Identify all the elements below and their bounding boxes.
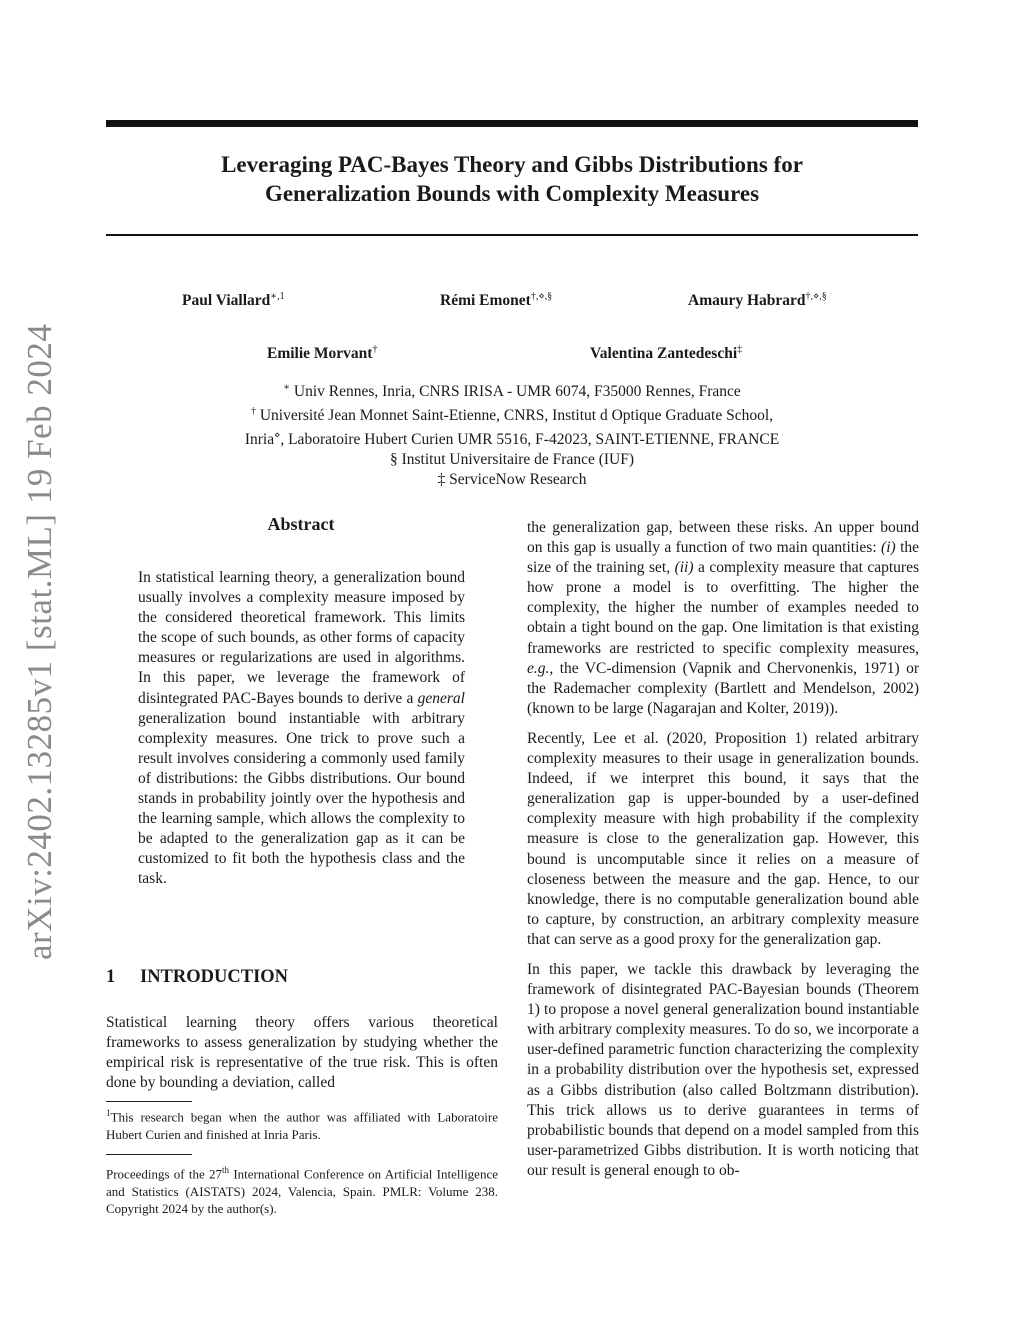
footnote-1: $^1$This research began when the author was affiliated with Laboratoire Hubert Curien and finished at Inria Paris. xyxy=(106,1108,498,1142)
paper-title xyxy=(106,150,918,208)
intro-right-paragraph-3: In this paper, we tackle this drawback by leveraging the framework of disintegrated PAC-Bayesian bounds (Theorem 1) to propose a novel general generalization bound instantiable with arbitrary complexity measures. To do so, we incorporate a user-defined parametric function characterizing the complexity in a probability distribution over the hypothesis set, expressed as a Gibbs distribution (also called Boltzmann distribution). This trick allows us to derive guarantees in terms of probabilistic bounds that depend on a model sampled from this user-parametrized Gibbs distribution. It is worth noticing that our result is general enough to ob- xyxy=(527,960,919,1179)
intro-right-paragraph-1: the generalization gap, between these risks. An upper bound on this gap is usually a function of two main quantities: (i) the size of the training set, (ii) a complexity measure that captures how prone a model is to overfitting. The higher the complexity, the higher the number of examples needed to obtain a tight bound on the gap. One limitation is that existing frameworks are restricted to specific complexity measures, e.g., the VC-dimension (Vapnik and Chervonenkis, 1971) or the Rademacher complexity (Bartlett and Mendelson, 2002) (known to be large (Nagarajan and Kolter, 2019)). xyxy=(527,519,920,717)
author-emilie-morvant: Emilie Morvant† xyxy=(267,344,378,363)
title-bottom-rule xyxy=(106,234,918,236)
title-line-2: Generalization Bounds with Complexity Measures xyxy=(264,181,760,206)
affiliation-2: † Université Jean Monnet Saint-Etienne, CNRS, Institut d Optique Graduate School, xyxy=(250,406,774,425)
affiliation-5: ‡ ServiceNow Research xyxy=(437,471,587,489)
affiliation-3: Inria⋄, Laboratoire Hubert Curien UMR 5516, F-42023, SAINT-ETIENNE, FRANCE xyxy=(244,430,780,449)
arxiv-side-label: arXiv:2402.13285v1 [stat.ML] 19 Feb 2024 xyxy=(20,323,59,960)
abstract-general-emphasis: general xyxy=(417,689,465,707)
affiliation-4: § Institut Universitaire de France (IUF) xyxy=(389,451,635,469)
intro-right-column xyxy=(527,518,919,1181)
affiliations xyxy=(106,378,918,490)
title-top-rule xyxy=(106,120,918,127)
author-amaury-habrard: Amaury Habrard†,⋄,§ xyxy=(688,291,827,310)
intro-left-paragraph: Statistical learning theory offers various theoretical frameworks to assess generalization by studying whether the empirical risk is representative of the true risk. This is often done by bounding a deviation, called xyxy=(106,1014,498,1092)
intro-right-paragraph-2: Recently, Lee et al. (2020, Proposition 1) related arbitrary complexity measures to their usage in generalization bounds. Indeed, if we interpret this bound, it says that the generalization gap is upper-bounded by a user-defined complexity measure with high probability if the complexity measure is close to the generalization gap. However, this bound is uncomputable since it relies on a measure of closeness between the measure and the gap. Hence, to our knowledge, there is no computable generalization bound able to capture, by construction, an arbitrary complexity measure that can serve as a good proxy for the generalization gap. xyxy=(527,729,919,948)
author-paul-viallard: Paul Viallard$^{∗,1}$ xyxy=(182,291,285,310)
abstract-heading: Abstract xyxy=(267,514,335,534)
author-valentina-zantedeschi: Valentina Zantedeschi‡ xyxy=(590,344,743,363)
footnote-rule xyxy=(106,1101,192,1102)
author-remi-emonet: Rémi Emonet†,⋄,§ xyxy=(440,291,553,310)
section-heading-introduction: 1 INTRODUCTION xyxy=(106,967,289,987)
abstract-body: In statistical learning theory, a generalization bound usually involves a complexity measure imposed by the considered theoretical framework. This limits the scope of such bounds, as other forms of capacity measures or regularizations are used in algorithms. In this paper, we leverage the framework of disintegrated PAC-Bayes bounds to derive a general generalization bound instantiable with arbitrary complexity measures. One trick to prove such a result involves considering a commonly used family of distributions: the Gibbs distributions. Our bound stands in probability jointly over the hypothesis and the learning sample, which allows the complexity to be adapted to the generalization gap as it can be customized to fit both the hypothesis class and the task. xyxy=(138,569,465,888)
title-line-1: Leveraging PAC-Bayes Theory and Gibbs Distributions for xyxy=(221,152,803,177)
proceedings-note: Proceedings of the 27th International Conference on Artificial Intelligence and Statistics (AISTATS) 2024, Valencia, Spain. PMLR: Volume 238. Copyright 2024 by the author(s). xyxy=(106,1165,498,1216)
proceedings-rule xyxy=(106,1154,192,1155)
affiliation-1: ∗ Univ Rennes, Inria, CNRS IRISA - UMR 6074, F35000 Rennes, France xyxy=(283,382,741,401)
